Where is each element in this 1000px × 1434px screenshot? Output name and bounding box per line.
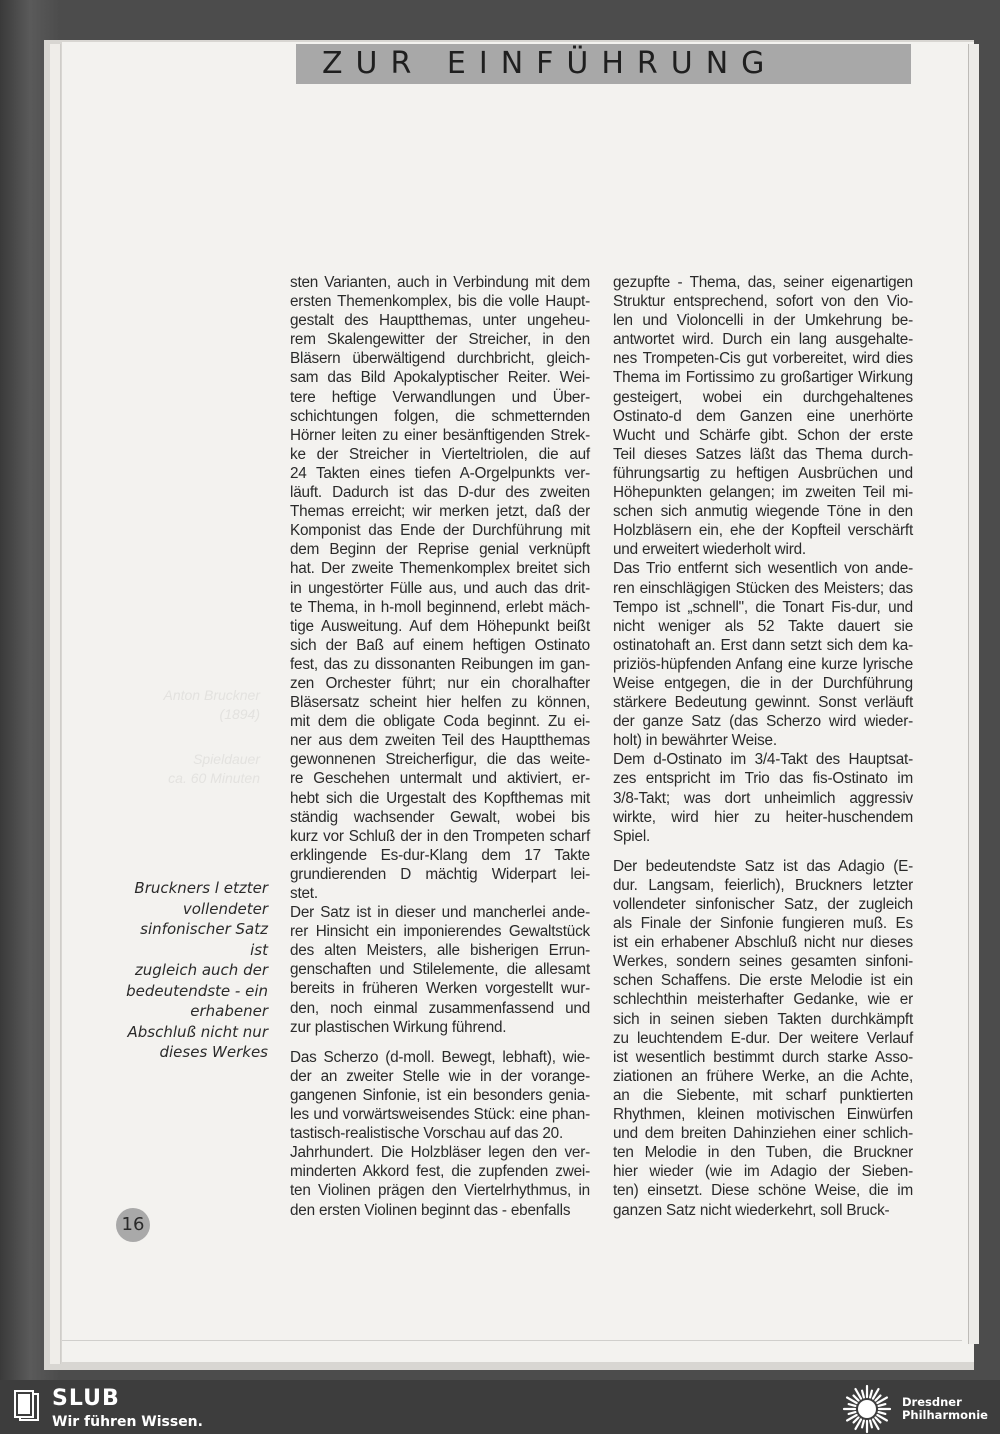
text-line: nes Trompeten-Cis gut vorbereitet, wird dies <box>613 350 913 368</box>
text-line: priziös-hüpfenden Anfang eine kurze lyrische <box>613 655 913 673</box>
text-column-left <box>290 273 590 1220</box>
text-line: ten) einsetzt. Diese schöne Weise, die im <box>613 1182 913 1200</box>
sunburst-ray <box>849 1404 856 1406</box>
text-line: hebt sich die Urgestalt des Kopfthemas mit <box>290 789 590 807</box>
text-line: Rhythmen, kleinen motivischen Einwürfen <box>613 1106 913 1124</box>
text-line: te Thema, in h-moll beginnend, erlebt mäch- <box>290 598 590 616</box>
text-line: tige Ausweitung. Auf dem Höhepunkt beißt <box>290 617 590 635</box>
text-line: wirkte, wird hier zu heiter-huschendem <box>613 808 913 826</box>
sidenote-line: Abschluß nicht nur <box>127 1022 268 1041</box>
text-line: Ostinato-d dem Ganzen eine unerhörte <box>613 407 913 425</box>
text-line: holt) in bewährter Weise. <box>613 732 777 750</box>
text-line: tere heftige Verwandlungen und Über- <box>290 388 590 406</box>
text-line: Themas erreicht; wir merken jetzt, daß der <box>290 503 590 521</box>
text-column-right <box>613 273 913 1220</box>
text-line: re Geschehen untermalt und aktiviert, er- <box>290 770 590 788</box>
text-line: schen sich anmutig wiegende Töne in den <box>613 503 913 521</box>
text-line: antwortet wird. Durch ein lang ausgehalte- <box>613 331 913 349</box>
text-line: gangenen Sinfonie, ist ein besonders genia- <box>290 1086 590 1104</box>
text-line: Hörner leiten zu einer besänftigenden Strek- <box>290 426 590 444</box>
text-line: sich der Baß auf einem heftigen Ostinato <box>290 636 590 654</box>
text-line: und dem breiten Dahinziehen einer schlich- <box>613 1125 913 1143</box>
text-line: Teil dieses Satzes läßt das Thema durch- <box>613 445 913 463</box>
text-line: gesteigert, wobei ein durchgehaltenes <box>613 388 913 406</box>
text-line: des alten Meisters, alle bisherigen Errun- <box>290 942 590 960</box>
text-line: mit dem die obligate Coda beginnt. Zu ei- <box>290 713 590 731</box>
text-line: der an zweiter Stelle wie in der vorange- <box>290 1067 590 1085</box>
sunburst-ray <box>879 1412 886 1414</box>
text-line: und erweitert wiederholt wird. <box>613 541 806 559</box>
sidenote-line: dieses Werkes <box>159 1043 268 1061</box>
text-line: ständig wachsender Gewalt, wobei bis <box>290 808 590 826</box>
text-line: tastisch-realistische Vorschau auf das 20. <box>290 1125 564 1143</box>
text-line: ren einschlägigen Stücken des Meisters; das <box>613 579 913 597</box>
text-line: Das Scherzo (d-moll. Bewegt, lebhaft), wie- <box>290 1048 590 1066</box>
sidenote <box>118 878 268 1063</box>
text-line: bereits in früheren Werken vorgestellt wur- <box>290 980 590 998</box>
text-line: schen Schaffens. Die erste Melodie ist ein <box>613 972 913 990</box>
text-line: ist wesentlich bestimmt durch starke Asso- <box>613 1048 913 1066</box>
sidenote-line: zugleich auch der <box>134 961 268 979</box>
bleed-through-duration: ca. 60 Minuten <box>168 770 260 786</box>
text-line: der ganze Satz (das Scherzo wird wieder- <box>613 713 913 731</box>
sunburst-ray <box>870 1391 872 1398</box>
text-line: läuft. Dadurch ist das D-dur des zweiten <box>290 484 590 502</box>
sidenote-line: Bruckners l etzter <box>134 879 268 897</box>
text-line: vollendeter sinfonischer Satz, der zugleich <box>613 896 913 913</box>
page-edge <box>50 44 61 1364</box>
text-line: Werkes, sondern seines gesamten sinfoni- <box>613 953 913 971</box>
text-line: ist ein erhabener Abschluß nicht nur dieses <box>613 934 913 952</box>
text-line: schlechthin meisterhafter Gedanke, wie er <box>613 991 913 1009</box>
sunburst-ray <box>875 1417 880 1422</box>
text-line: minderten Akkord fest, die zupfenden zwei- <box>290 1163 590 1181</box>
text-line: ostinatohaft an. Erst dann setzt sich dem ka- <box>613 636 913 654</box>
text-line: Der bedeutendste Satz ist das Adagio (E- <box>613 857 913 875</box>
text-line: stet. <box>290 885 318 902</box>
text-line: erklingende Es-dur-Klang dem 17 Takte <box>290 846 590 864</box>
sunburst-ray <box>862 1391 864 1398</box>
sunburst-ray <box>879 1404 886 1406</box>
text-line: zu leuchtendem E-dur. Der weitere Verlauf <box>613 1029 913 1047</box>
text-line: Thema im Fortissimo zu großartiger Wirkung <box>613 369 913 387</box>
text-line: Wucht und Schärfe gibt. Schon der erste <box>613 426 913 444</box>
text-line: Spiel. <box>613 827 651 845</box>
text-line: den ersten Violinen beginnt das - ebenfalls <box>290 1201 571 1219</box>
text-line: Holzbläsern ein, ehe der Kopfteil verschärft <box>613 522 913 540</box>
text-line: schichtungen folgen, die schmetternden <box>290 407 590 425</box>
text-line: Bläsern überwältigend durchbricht, gleich- <box>290 350 590 368</box>
text-line: Das Trio entfernt sich wesentlich von ande- <box>613 560 913 578</box>
next-page-edge <box>968 44 979 1344</box>
text-line: dem Beginn der Reprise genial verknüpft <box>290 541 590 559</box>
text-line: len und Violoncelli in der Umkehrung be- <box>613 312 913 330</box>
text-line: ke der Streicher in Vierteltriolen, die auf <box>290 445 590 463</box>
sunburst-ray <box>854 1396 859 1401</box>
book-icon <box>12 1388 42 1422</box>
text-line: führungsartig zu heftigen Ausbrüchen und <box>613 464 913 482</box>
sunburst-ray <box>862 1421 864 1428</box>
sunburst-logo-icon <box>842 1384 892 1434</box>
text-line: den, noch einmal zusammenfassend und <box>290 999 590 1017</box>
text-line: Höhepunkten gelangen; im zweiten Teil mi- <box>613 484 913 502</box>
partner-name-line2: Philharmonie <box>902 1408 988 1422</box>
text-line: genschaften und Stilelemente, die allesamt <box>290 961 590 979</box>
text-line: zes entspricht im Trio das fis-Ostinato im <box>613 770 913 788</box>
text-line: hier wieder (wie im Adagio der Sieben- <box>613 1163 913 1181</box>
text-line: zen Orchester führt; nur ein choralhafter <box>290 674 590 692</box>
bleed-through-years: (1894) <box>219 706 260 722</box>
text-line: rer Hinsicht ein imponierendes Gewaltstück <box>290 923 590 941</box>
text-line: zur plastischen Wirkung führend. <box>290 1018 507 1036</box>
text-line: hat. Der zweite Themenkomplex breitet sich <box>290 560 590 578</box>
text-line: 3/8-Takt; was dort unheimlich aggressiv <box>613 789 913 807</box>
text-line: sam das Bild Apokalyptischer Reiter. Wei- <box>290 369 590 387</box>
text-line: sten Varianten, auch in Verbindung mit dem <box>290 274 590 291</box>
sidenote-line: erhabener <box>190 1002 268 1020</box>
sunburst-ray <box>854 1417 859 1422</box>
paragraph-gap <box>613 846 913 857</box>
text-line: rem Skalengewitter der Streicher, in den <box>290 331 590 349</box>
sunburst-ray <box>870 1421 872 1428</box>
library-name[interactable]: SLUB <box>52 1386 120 1411</box>
text-line: stärkere Bedeutung gewinnt. Sonst verläuft <box>613 694 913 712</box>
text-line: in ungestörter Fülle aus, und auch das drit- <box>290 579 590 597</box>
text-line: 24 Takten eines tiefen A-Orgelpunkts ver- <box>290 464 590 482</box>
text-line: kurz vor Schluß der in den Trompeten scharf <box>290 827 590 845</box>
text-line: als Finale der Sinfonie fungieren muß. Es <box>613 915 913 933</box>
text-line: gezupfte - Thema, das, seiner eigenartigen <box>613 274 913 291</box>
bleed-through-author: Anton Bruckner <box>163 687 260 703</box>
text-line: Struktur entsprechend, sofort von den Vio- <box>613 293 913 311</box>
text-line: Weise entgegen, die in der Durchführung <box>613 674 913 692</box>
library-tagline: Wir führen Wissen. <box>52 1414 203 1430</box>
text-line: ziationen an frühere Werke, an die Achte, <box>613 1067 913 1085</box>
text-line: dur. Langsam, feierlich), Bruckners letzter <box>613 876 913 894</box>
text-line: les und vorwärtsweisendes Stück: eine phan- <box>290 1106 590 1124</box>
partner-name-line1: Dresdner <box>902 1395 962 1409</box>
divider <box>62 1340 962 1341</box>
sunburst-ray <box>849 1412 856 1414</box>
page-title: ZUR EINFÜHRUNG <box>322 46 778 81</box>
text-line: Jahrhundert. Die Holzbläser legen den ver- <box>290 1144 590 1162</box>
text-line: Dem d-Ostinato im 3/4-Takt des Hauptsat- <box>613 751 913 769</box>
paragraph-gap <box>290 1037 590 1048</box>
text-line: gewonnenen Streicherfigur, die das weite- <box>290 751 590 769</box>
page-number: 16 <box>116 1208 150 1242</box>
partner-name[interactable] <box>902 1396 988 1422</box>
text-line: ganzen Satz nicht wiederkehrt, soll Bruck- <box>613 1201 890 1219</box>
text-line: sich in seinen sieben Takten durchkämpft <box>613 1010 913 1028</box>
text-line: ersten Themenkomplex, bis die volle Haupt- <box>290 293 590 311</box>
sidenote-line: sinfonischer Satz ist <box>140 920 268 959</box>
text-line: Komponist das Ende der Durchführung mit <box>290 522 590 540</box>
text-line: ner aus dem zweiten Teil des Hauptthemas <box>290 732 590 750</box>
text-line: an die Siebente, mit scharf punktierten <box>613 1086 913 1104</box>
bleed-through-duration-label: Spieldauer <box>193 751 260 767</box>
sunburst-ray <box>875 1396 880 1401</box>
text-line: fest, das zu dissonanten Reibungen im gan- <box>290 655 590 673</box>
text-line: Der Satz ist in dieser und mancherlei ande- <box>290 904 590 922</box>
sidenote-line: bedeutendste - ein <box>126 981 268 1000</box>
text-line: nicht weniger als 52 Takte dauert sie <box>613 617 913 635</box>
text-line: ten Violinen prägen den Viertelrhythmus, in <box>290 1182 590 1200</box>
text-line: gestalt des Hauptthemas, unter ungeheu- <box>290 312 590 330</box>
text-line: Tempo ist „schnell", die Tonart Fis-dur, und <box>613 598 913 616</box>
sidenote-line: vollendeter <box>182 899 268 918</box>
text-line: Bläsersatz scheint hier helfen zu können, <box>290 694 590 712</box>
text-line: grundierenden D mächtig Widerpart lei- <box>290 865 590 883</box>
text-line: ten Melodie in den Tuben, die Bruckner <box>613 1144 913 1162</box>
